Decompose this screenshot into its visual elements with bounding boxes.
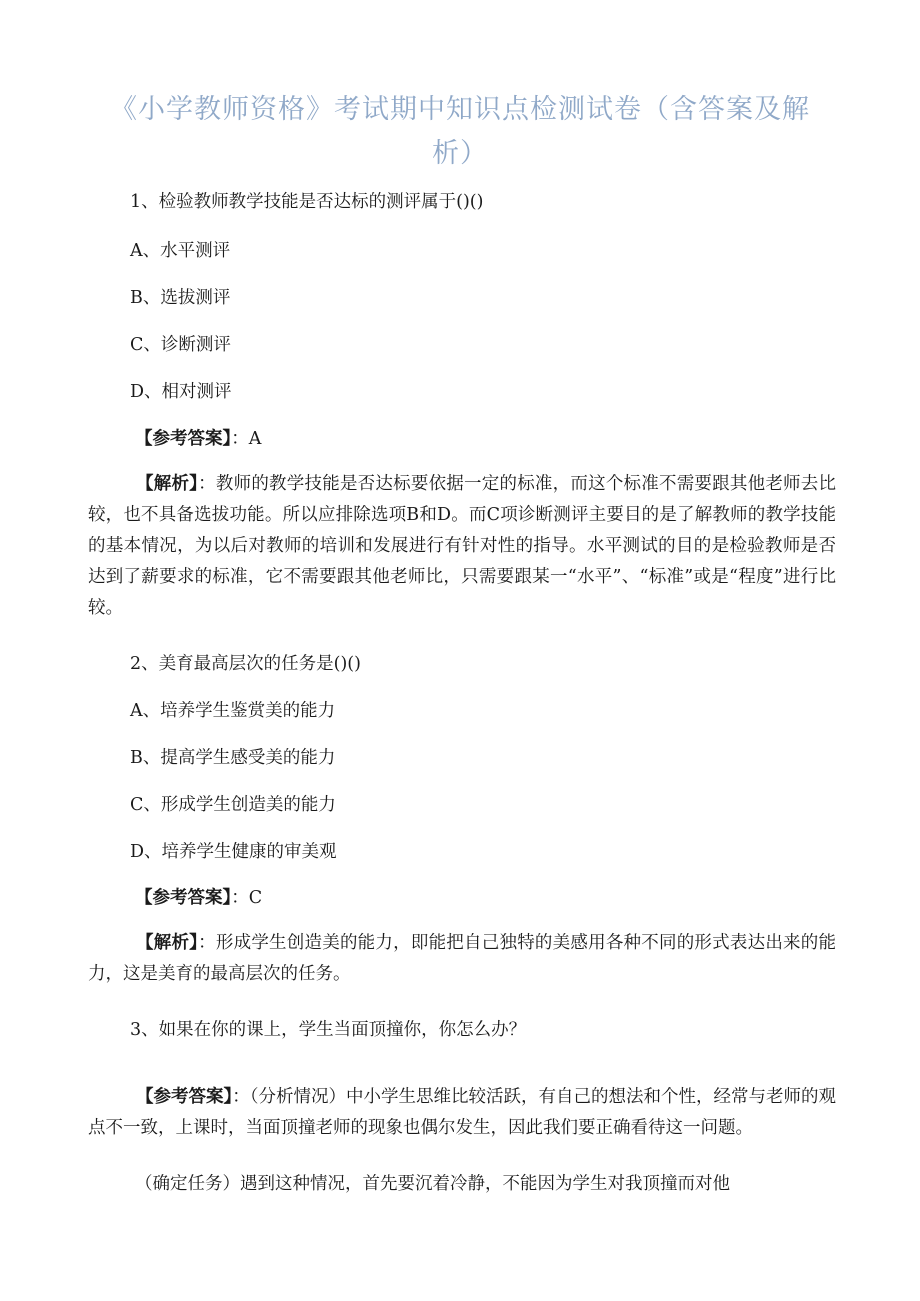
question-2-analysis <box>88 928 836 990</box>
analysis-text: ：形成学生创造美的能力，即能把自己独特的美感用各种不同的形式表达出来的能力，这是美育的最高层次的任务。 <box>88 933 837 984</box>
question-3-text: 3、如果在你的课上，学生当面顶撞你，你怎么办？ <box>130 1020 527 1040</box>
answer-label: 【参考答案】 <box>136 1087 233 1107</box>
question-3-answer <box>88 1082 836 1144</box>
question-2-option-b: B、提高学生感受美的能力 <box>130 748 336 768</box>
analysis-text: ：教师的教学技能是否达标要依据一定的标准，而这个标准不需要跟其他老师去比较，也不具备选拔功能。所以应排除选项B和D。而C项诊断测评主要目的是了解教师的教学技能的基本情况，为以后对教师的培训和发展进行有针对性的指导。水平测试的目的是检验教师是否达到了薪要求的标准，它不需要跟其他老师比，只需要跟某一“水平”、“标准”或是“程度”进行比较。 <box>88 474 837 618</box>
answer-label: 【参考答案】 <box>135 888 232 908</box>
document-title: 《小学教师资格》考试期中知识点检测试卷（含答案及解析） <box>110 94 810 169</box>
answer-text: ：（分析情况）中小学生思维比较活跃，有自己的想法和个性，经常与老师的观点不一致，上课时，当面顶撞老师的现象也偶尔发生，因此我们要正确看待这一问题。 <box>88 1087 836 1138</box>
question-1-option-c: C、诊断测评 <box>130 335 231 355</box>
analysis-label: 【解析】 <box>136 933 199 953</box>
question-2-option-c: C、形成学生创造美的能力 <box>130 795 336 815</box>
question-1-option-d: D、相对测评 <box>130 382 232 402</box>
question-2-answer <box>135 885 262 911</box>
question-2-option-a: A、培养学生鉴赏美的能力 <box>130 701 336 721</box>
question-3-continuation: （确定任务）遇到这种情况，首先要沉着冷静，不能因为学生对我顶撞而对他 <box>135 1174 730 1194</box>
answer-value: ：A <box>231 429 262 449</box>
answer-value: ：C <box>231 888 263 908</box>
question-1-option-b: B、选拔测评 <box>130 288 231 308</box>
question-1-analysis <box>88 469 836 624</box>
question-1-answer <box>135 426 261 452</box>
analysis-label: 【解析】 <box>136 474 199 494</box>
question-2-text: 2、美育最高层次的任务是()() <box>130 654 361 674</box>
answer-label: 【参考答案】 <box>135 429 232 449</box>
question-2-option-d: D、培养学生健康的审美观 <box>130 842 337 862</box>
question-1-text: 1、检验教师教学技能是否达标的测评属于()() <box>130 192 484 212</box>
question-1-option-a: A、水平测评 <box>130 241 231 261</box>
